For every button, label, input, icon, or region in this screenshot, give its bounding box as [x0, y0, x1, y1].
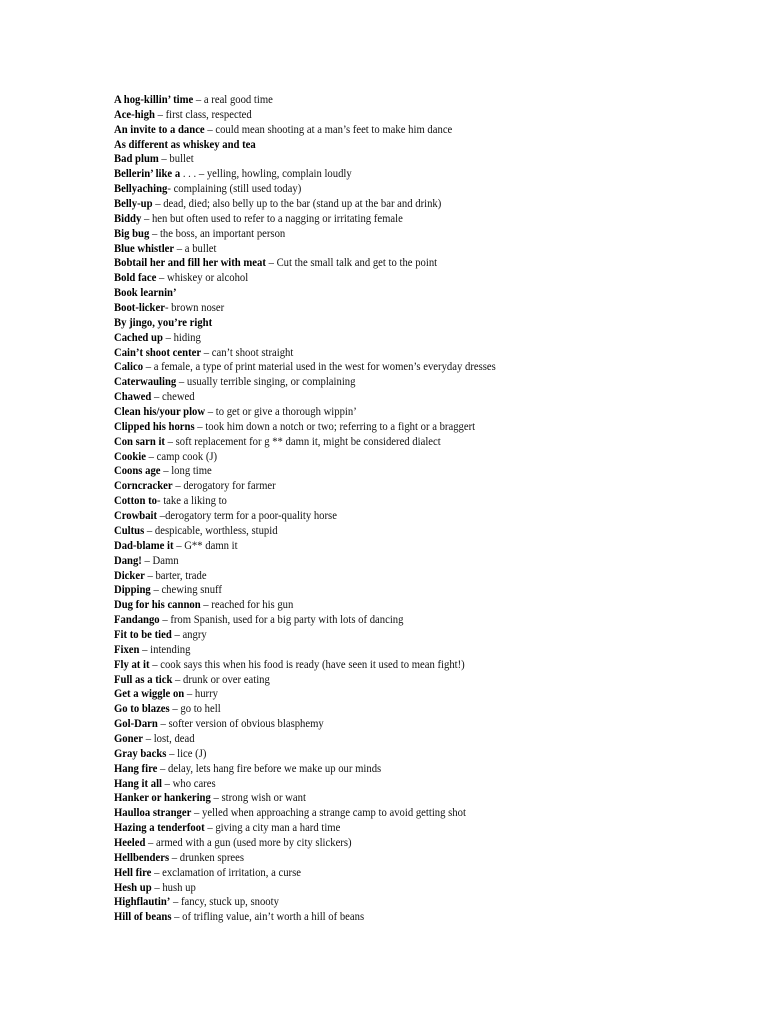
- glossary-definition: yelling, howling, complain loudly: [206, 167, 352, 181]
- glossary-term: Fit to be tied: [114, 627, 172, 641]
- glossary-separator: –: [145, 835, 157, 849]
- glossary-term: Bad plum: [114, 152, 159, 166]
- glossary-definition: complaining (still used today): [173, 182, 302, 196]
- glossary-entry: [114, 836, 703, 851]
- glossary-definition: angry: [182, 627, 207, 641]
- glossary-term: Coons age: [114, 464, 161, 478]
- glossary-entry: [114, 331, 703, 346]
- glossary-separator: –: [149, 226, 160, 240]
- glossary-definition: soft replacement for g ** damn it, might be considered dialect: [175, 434, 441, 448]
- glossary-entry: [114, 583, 703, 598]
- glossary-term: Corncracker: [114, 479, 173, 493]
- glossary-entry: [114, 539, 703, 554]
- glossary-entry: [114, 242, 703, 257]
- glossary-definition: a real good time: [203, 93, 273, 106]
- glossary-term: Bellerin’ like a: [114, 167, 181, 181]
- glossary-entry: [114, 435, 703, 450]
- glossary-term: Dug for his cannon: [114, 598, 201, 612]
- glossary-definition: barter, trade: [155, 568, 207, 582]
- glossary-definition: derogatory for farmer: [183, 479, 276, 493]
- glossary-term: Cain’t shoot center: [114, 345, 202, 359]
- glossary-term: Con sarn it: [114, 434, 165, 448]
- glossary-term: Bobtail her and fill her with meat: [114, 256, 266, 270]
- glossary-separator: –: [169, 850, 180, 864]
- glossary-entry: [114, 271, 703, 286]
- glossary-term: Book learnin’: [114, 286, 177, 300]
- glossary-term: Boot-licker: [114, 301, 165, 315]
- glossary-separator: –: [160, 464, 172, 478]
- glossary-term: Hazing a tenderfoot: [114, 821, 205, 835]
- glossary-term: Hang it all: [114, 776, 163, 790]
- glossary-term: Ace-high: [114, 107, 155, 121]
- glossary-separator: –: [150, 583, 162, 597]
- glossary-term: Bellyaching: [114, 182, 168, 196]
- glossary-term: Cached up: [114, 330, 163, 344]
- glossary-term: Cultus: [114, 523, 145, 537]
- glossary-term: Bold face: [114, 271, 157, 285]
- glossary-definition: lice (J): [177, 746, 207, 760]
- glossary-separator: –: [144, 523, 155, 537]
- glossary-term: Biddy: [114, 211, 142, 225]
- glossary-entry: [114, 256, 703, 271]
- glossary-term: Hell fire: [114, 865, 152, 879]
- glossary-term: Caterwauling: [114, 375, 177, 389]
- glossary-definition: brown noser: [171, 301, 225, 315]
- glossary-separator: –: [173, 538, 185, 552]
- glossary-entry: [114, 509, 703, 524]
- glossary-term: Blue whistler: [114, 241, 175, 255]
- glossary-separator: –: [200, 598, 212, 612]
- slang-glossary-list: [114, 93, 754, 925]
- glossary-separator: –: [201, 345, 212, 359]
- glossary-separator: –: [144, 568, 156, 582]
- glossary-entry: [114, 717, 703, 732]
- glossary-term: Hellbenders: [114, 850, 170, 864]
- glossary-definition: giving a city man a hard time: [215, 821, 341, 835]
- glossary-separator: –: [210, 791, 222, 805]
- glossary-separator: –: [193, 93, 204, 106]
- glossary-separator: –: [171, 910, 183, 924]
- glossary-entry: [114, 702, 703, 717]
- glossary-separator: –: [265, 256, 277, 270]
- glossary-definition: long time: [171, 464, 212, 478]
- glossary-separator: –: [156, 271, 168, 285]
- glossary-term: As different as whiskey and tea: [114, 137, 256, 151]
- glossary-separator: –: [169, 702, 181, 716]
- glossary-definition: drunken sprees: [179, 850, 245, 864]
- glossary-entry: [114, 93, 703, 108]
- glossary-entry: [114, 613, 703, 628]
- glossary-definition: bullet: [169, 152, 194, 166]
- glossary-separator: –: [176, 375, 187, 389]
- glossary-term: Clipped his horns: [114, 419, 195, 433]
- glossary-entry: [114, 851, 703, 866]
- glossary-term: Fly at it: [114, 657, 150, 671]
- glossary-entry: [114, 747, 703, 762]
- glossary-entry: [114, 524, 703, 539]
- glossary-separator: –: [143, 731, 154, 745]
- glossary-term: Hanker or hankering: [114, 791, 211, 805]
- glossary-separator: –: [157, 509, 166, 523]
- glossary-definition: of trifling value, ain’t worth a hill of beans: [182, 910, 365, 924]
- glossary-definition: reached for his gun: [211, 598, 294, 612]
- glossary-separator: –: [172, 479, 184, 493]
- glossary-entry: [114, 420, 703, 435]
- glossary-entry: [114, 375, 703, 390]
- glossary-entry: [114, 450, 703, 465]
- glossary-definition: go to hell: [180, 702, 221, 716]
- glossary-entry: [114, 464, 703, 479]
- glossary-definition: take a liking to: [163, 494, 227, 508]
- glossary-entry: [114, 123, 703, 138]
- glossary-entry: [114, 821, 703, 836]
- glossary-entry: [114, 390, 703, 405]
- glossary-separator: –: [151, 865, 163, 879]
- glossary-entry: [114, 658, 703, 673]
- glossary-term: Hesh up: [114, 880, 152, 894]
- glossary-entry: [114, 360, 703, 375]
- glossary-separator: -: [167, 182, 174, 196]
- glossary-term: Heeled: [114, 835, 146, 849]
- glossary-definition: chewed: [162, 390, 195, 404]
- glossary-term: Haulloa stranger: [114, 806, 192, 820]
- glossary-term: Goner: [114, 731, 144, 745]
- glossary-entry: [114, 479, 703, 494]
- glossary-definition: derogatory term for a poor-quality horse: [165, 509, 337, 523]
- glossary-separator: –: [194, 419, 206, 433]
- glossary-term: Hang fire: [114, 761, 158, 775]
- glossary-entry: [114, 881, 703, 896]
- glossary-entry: [114, 643, 703, 658]
- glossary-definition: first class, respected: [165, 107, 252, 121]
- glossary-definition: Damn: [152, 553, 179, 567]
- glossary-term: Full as a tick: [114, 672, 173, 686]
- glossary-definition: a bullet: [184, 241, 217, 255]
- glossary-entry: [114, 554, 703, 569]
- glossary-separator: –: [139, 642, 151, 656]
- glossary-term: Fandango: [114, 613, 160, 627]
- glossary-entry: [114, 346, 703, 361]
- glossary-definition: who cares: [172, 776, 216, 790]
- glossary-separator: –: [204, 122, 216, 136]
- glossary-separator: –: [174, 241, 185, 255]
- glossary-separator: –: [204, 821, 216, 835]
- glossary-entry: [114, 212, 703, 227]
- glossary-term: By jingo, you’re right: [114, 315, 213, 329]
- glossary-entry: [114, 673, 703, 688]
- glossary-entry: [114, 227, 703, 242]
- glossary-definition: exclamation of irritation, a curse: [162, 865, 301, 879]
- glossary-definition: hen but often used to refer to a nagging or irritating female: [151, 211, 403, 225]
- glossary-definition: hurry: [194, 687, 219, 701]
- glossary-definition: intending: [150, 642, 191, 656]
- glossary-separator: –: [166, 746, 178, 760]
- glossary-definition: lost, dead: [153, 731, 195, 745]
- glossary-separator: -: [156, 494, 164, 508]
- glossary-term: Gray backs: [114, 746, 167, 760]
- glossary-term: Dad-blame it: [114, 538, 174, 552]
- glossary-entry: [114, 628, 703, 643]
- glossary-separator: –: [170, 895, 181, 909]
- glossary-separator: –: [162, 776, 173, 790]
- glossary-term: A hog-killin’ time: [114, 93, 194, 106]
- glossary-separator: . . . –: [180, 167, 207, 181]
- glossary-definition: camp cook (J): [156, 449, 218, 463]
- glossary-definition: armed with a gun (used more by city slickers): [156, 835, 352, 849]
- glossary-definition: from Spanish, used for a big party with lots of dancing: [170, 613, 404, 627]
- glossary-term: Calico: [114, 360, 144, 374]
- glossary-definition: G** damn it: [184, 538, 238, 552]
- glossary-entry: [114, 138, 703, 153]
- glossary-separator: –: [157, 761, 169, 775]
- glossary-term: Dipping: [114, 583, 151, 597]
- glossary-entry: [114, 108, 703, 123]
- glossary-separator: –: [141, 211, 152, 225]
- glossary-entry: [114, 895, 703, 910]
- glossary-term: Highflautin’: [114, 895, 171, 909]
- glossary-entry: [114, 762, 703, 777]
- glossary-entry: [114, 182, 703, 197]
- glossary-definition: hush up: [162, 880, 196, 894]
- glossary-definition: dead, died; also belly up to the bar (stand up at the bar and drink): [163, 197, 442, 211]
- glossary-definition: hiding: [173, 330, 201, 344]
- glossary-term: Clean his/your plow: [114, 405, 206, 419]
- glossary-separator: –: [143, 360, 154, 374]
- glossary-entry: [114, 301, 703, 316]
- glossary-entry: [114, 167, 703, 182]
- glossary-term: Chawed: [114, 390, 152, 404]
- glossary-term: Cotton to: [114, 494, 157, 508]
- glossary-entry: [114, 197, 703, 212]
- glossary-definition: usually terrible singing, or complaining: [186, 375, 356, 389]
- glossary-term: Cookie: [114, 449, 146, 463]
- glossary-definition: whiskey or alcohol: [167, 271, 249, 285]
- glossary-term: Hill of beans: [114, 910, 172, 924]
- glossary-term: An invite to a dance: [114, 122, 205, 136]
- glossary-entry: [114, 152, 703, 167]
- glossary-entry: [114, 791, 703, 806]
- glossary-definition: strong wish or want: [221, 791, 306, 805]
- glossary-separator: –: [172, 672, 184, 686]
- glossary-entry: [114, 286, 703, 301]
- glossary-definition: to get or give a thorough wippin’: [215, 405, 357, 419]
- glossary-separator: –: [162, 330, 174, 344]
- glossary-entry: [114, 806, 703, 821]
- glossary-separator: –: [158, 152, 170, 166]
- glossary-definition: a female, a type of print material used in the west for women’s everyday dresses: [153, 360, 496, 374]
- glossary-definition: cook says this when his food is ready (have seen it used to mean fight!): [160, 657, 465, 671]
- glossary-separator: –: [164, 434, 176, 448]
- glossary-separator: –: [151, 880, 163, 894]
- glossary-entry: [114, 866, 703, 881]
- glossary-term: Get a wiggle on: [114, 687, 185, 701]
- glossary-entry: [114, 732, 703, 747]
- glossary-entry: [114, 910, 703, 925]
- glossary-term: Crowbait: [114, 509, 158, 523]
- glossary-separator: –: [159, 613, 171, 627]
- glossary-term: Dang!: [114, 553, 142, 567]
- glossary-separator: –: [145, 449, 157, 463]
- glossary-definition: the boss, an important person: [159, 226, 286, 240]
- glossary-separator: –: [205, 405, 216, 419]
- glossary-entry: [114, 777, 703, 792]
- glossary-definition: yelled when approaching a strange camp to avoid getting shot: [202, 806, 466, 820]
- glossary-term: Big bug: [114, 226, 150, 240]
- glossary-entry: [114, 687, 703, 702]
- glossary-entry: [114, 569, 703, 584]
- glossary-term: Dicker: [114, 568, 145, 582]
- glossary-entry: [114, 316, 703, 331]
- glossary-term: Fixen: [114, 642, 140, 656]
- glossary-definition: delay, lets hang fire before we make up our minds: [168, 761, 382, 775]
- glossary-separator: –: [157, 717, 169, 731]
- glossary-separator: –: [154, 107, 166, 121]
- glossary-separator: –: [151, 390, 163, 404]
- glossary-separator: -: [164, 301, 172, 315]
- glossary-definition: chewing snuff: [161, 583, 222, 597]
- glossary-definition: softer version of obvious blasphemy: [168, 717, 324, 731]
- glossary-definition: despicable, worthless, stupid: [154, 523, 278, 537]
- glossary-definition: fancy, stuck up, snooty: [180, 895, 279, 909]
- glossary-term: Gol-Darn: [114, 717, 158, 731]
- glossary-definition: Cut the small talk and get to the point: [276, 256, 438, 270]
- glossary-term: Belly-up: [114, 197, 153, 211]
- glossary-entry: [114, 405, 703, 420]
- glossary-entry: [114, 598, 703, 613]
- glossary-separator: –: [171, 627, 183, 641]
- glossary-separator: –: [141, 553, 153, 567]
- glossary-term: Go to blazes: [114, 702, 170, 716]
- glossary-definition: drunk or over eating: [183, 672, 270, 686]
- glossary-definition: can’t shoot straight: [211, 345, 294, 359]
- glossary-separator: –: [152, 197, 164, 211]
- glossary-separator: –: [191, 806, 203, 820]
- glossary-definition: took him down a notch or two; referring to a fight or a braggert: [205, 419, 476, 433]
- glossary-definition: could mean shooting at a man’s feet to make him dance: [215, 122, 453, 136]
- glossary-entry: [114, 494, 703, 509]
- glossary-separator: –: [184, 687, 195, 701]
- glossary-separator: –: [149, 657, 161, 671]
